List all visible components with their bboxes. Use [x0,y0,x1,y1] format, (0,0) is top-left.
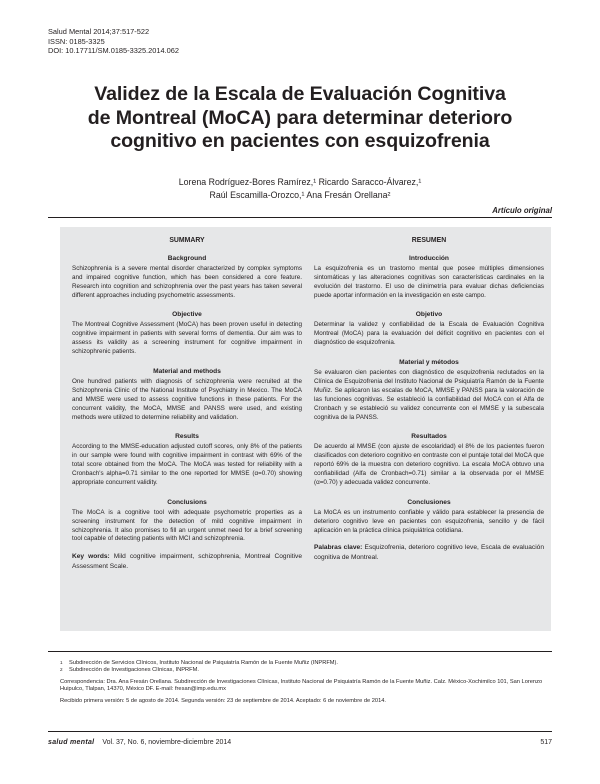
section-heading: Conclusiones [407,498,451,506]
divider [48,651,552,652]
section-text: According to the MMSE-education adjusted cutoff scores, only 8% of the patients in our sample were found with cognitive impairment in contrast with 69% of the total score obtained from the MoCA. The MoCA was tested for reliability with a Cronbach's alpha=0.71 similar to the one reported for MMSE (α=0.70) showing appropriate concurrent validity. [72,443,302,486]
journal-citation: Salud Mental 2014;37:517-522 [48,27,150,36]
page-number: 517 [540,739,552,746]
article-type: Artículo original [492,206,552,215]
divider [48,731,552,732]
resumen-heading: RESUMEN [411,237,447,244]
keywords-text: Esquizofrenia, deterioro cognitivo leve, Escala de evaluación cognitiva de Montreal. [314,544,544,561]
authors [40,176,560,202]
footnote-mark: 2 [60,667,63,673]
journal-brand: salud mental [48,739,95,746]
title-line: Validez de la Escala de Evaluación Cognitiva [94,83,506,105]
section-heading: Objetivo [415,311,443,319]
summary-heading: SUMMARY [169,237,205,244]
section-heading: Conclusions [167,498,207,506]
section-heading: Resultados [411,433,447,441]
section-heading: Material y métodos [399,359,459,367]
correspondence: Correspondencia: Dra. Ana Fresán Orellana. Subdirección de Investigaciones Clínicas, Instituto Nacional de Psiquiatría Ramón de la Fuente Muñiz. Calz. México-Xochimilco 101, San Lorenzo Huipulco, Tlalpan, 14370, México DF. E-mail: fresan@imp.edu.mx [60,678,543,693]
footnotes [60,660,560,705]
section-text: La esquizofrenia es un trastorno mental que posee múltiples dimensiones sintomáticas y las alteraciones cognitivas son características cardinales en la evolución del trastorno. El uso de clinimetría para evaluar dichas deficiencias puede aportar información en la investigación en este campo. [314,264,544,299]
doi: DOI: 10.17711/SM.0185-3325.2014.062 [48,46,179,56]
keywords [72,552,302,570]
summary-column [72,237,302,571]
section-text: Determinar la validez y confiabilidad de la Escala de Evaluación Cognitiva Montreal (MoCA) para la evaluación del déficit cognitivo en pacientes con el diagnóstico de esquizofrenia. [314,321,544,347]
article-title [40,83,560,154]
keywords [314,543,544,561]
section-text: The Montreal Cognitive Assessment (MoCA) has been proven useful in detecting cognitive impairment in patients with several forms of dementia. Our aim was to assess its validity as a screening instrument for cognitive impairment in schizophrenic patients. [72,321,302,356]
keywords-label: Palabras clave: [314,544,363,552]
footnote [60,667,560,674]
section-text: La MoCA es un instrumento confiable y válido para establecer la presencia de deterioro cognitivo leve en pacientes con esquizofrenia, sencillo y de fácil aplicación en la práctica clínica psiquiátrica cotidiana. [314,508,544,534]
footnote-text: Subdirección de Investigaciones Clínicas, INPRFM. [69,667,199,674]
footnote-text: Subdirección de Servicios Clínicos, Instituto Nacional de Psiquiatría Ramón de la Fuente Muñiz (INPRFM). [69,660,339,666]
issn: ISSN: 0185-3325 [48,36,105,46]
journal-meta [48,27,179,56]
section-heading: Objective [172,311,202,319]
resumen-column [314,237,544,562]
section-text: One hundred patients with diagnosis of schizophrenia were recruited at the Schizophrenia Clinic of the National Institute of Psychiatry in Mexico. The MoCA and MMSE were used to assess cognitive functions in these patients. For the concurrent validity, the MoCA, MMSE and PANSS were used, and existing methods were utilized to determine reliability and validation. [72,377,302,421]
authors-line: Lorena Rodríguez-Bores Ramírez,¹ Ricardo Saracco-Álvarez,¹ [178,177,422,187]
section-text: Se evaluaron cien pacientes con diagnóstico de esquizofrenia reclutados en la Clínica de Esquizofrenia del Instituto Nacional de Psiquiatría Ramón de la Fuente Muñiz. Se aplicaron las escalas de MoCA, MMSE y PANSS para la valoración de las funciones cognitivas. Se estableció la confiabilidad del MoCA con el Alfa de Cronbach y se estableció su validez concurrente con el MMSE y la subescala cognitiva de la PANSS. [314,368,544,421]
issue-info: Vol. 37, No. 6, noviembre-diciembre 2014 [102,739,232,746]
section-text: The MoCA is a cognitive tool with adequate psychometric properties as a screening instrument for the detection of mild cognitive impairment in schizophrenia. It also promises to fill an urgent unmet need for a brief screening tool capable of detecting patients with MCI and schizophrenia. [72,508,302,543]
section-heading: Introducción [409,254,449,262]
keywords-label: Key words: [72,553,110,561]
page-footer [48,739,552,746]
received-dates: Recibido primera versión: 5 de agosto de 2014. Segunda versión: 23 de septiembre de 2014. Aceptado: 6 de noviembre de 2014. [60,697,386,704]
footnote [60,660,560,667]
section-text: De acuerdo al MMSE (con ajuste de escolaridad) el 8% de los pacientes fueron clasificados con deterioro cognitivo en contraste con el puntaje total del MoCA que reportó 69% de la muestra con deterioro cognitivo. La escala MoCA obtuvo una confiabilidad (Alfa de Cronbach=0.71) similar a la observada por el MMSE (α=0.70) y adecuada validez concurrente. [314,443,544,486]
divider [48,217,552,218]
title-line: cognitivo en pacientes con esquizofrenia [110,130,490,152]
section-heading: Background [167,254,207,262]
section-text: Schizophrenia is a severe mental disorder characterized by complex symptoms and impaired cognitive function, which has been considered a core feature. Research into cognition and schizophrenia over the past years has taken several different approaches including psychometric assessments. [72,264,302,299]
keywords-text: Mild cognitive impairment, schizophrenia, Montreal Cognitive Assessment Scale. [72,553,302,570]
section-heading: Material and methods [153,367,221,375]
footnote-mark: 1 [60,660,63,665]
title-line: de Montreal (MoCA) para determinar deterioro [87,106,513,129]
authors-line: Raúl Escamilla-Orozco,¹ Ana Fresán Orellana² [209,190,391,200]
section-heading: Results [175,433,199,441]
